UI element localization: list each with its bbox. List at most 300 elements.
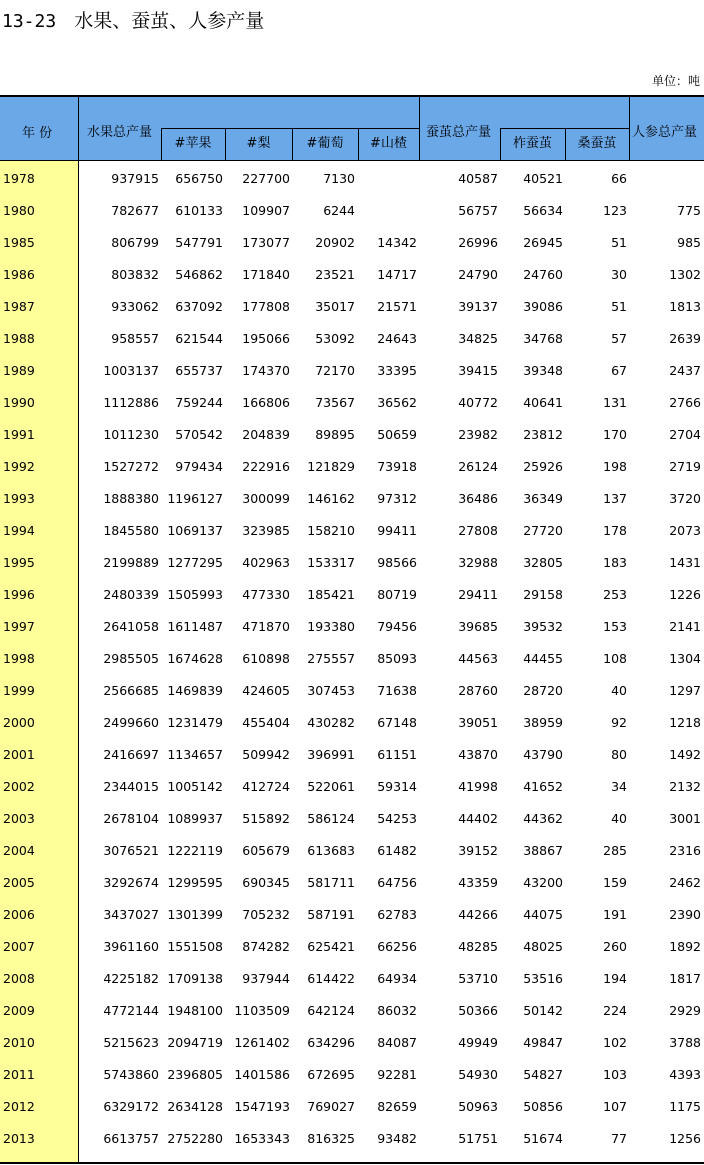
header-mulberry: 桑蚕茧 (565, 128, 629, 160)
cell-apple: 1299595 (167, 875, 223, 890)
cell-grape: 769027 (307, 1099, 355, 1114)
cell-apple: 656750 (175, 171, 223, 186)
cell-pear: 1653343 (234, 1131, 290, 1146)
table-row (0, 801, 704, 833)
cell-mulberry: 40 (611, 683, 627, 698)
cell-year: 2005 (3, 875, 35, 890)
cell-tussah: 38867 (523, 843, 563, 858)
divider (629, 97, 630, 161)
cell-ginseng: 2766 (669, 395, 701, 410)
cell-cocoon: 24790 (458, 267, 498, 282)
cell-hawthorn: 82659 (377, 1099, 417, 1114)
cell-grape: 625421 (307, 939, 355, 954)
cell-ginseng: 1431 (669, 555, 701, 570)
cell-grape: 614422 (307, 971, 355, 986)
cell-pear: 323985 (242, 523, 290, 538)
divider (78, 97, 79, 161)
cell-ginseng: 1817 (669, 971, 701, 986)
cell-pear: 1261402 (234, 1035, 290, 1050)
cell-tussah: 41652 (523, 779, 563, 794)
cell-year: 2002 (3, 779, 35, 794)
cell-hawthorn: 14717 (377, 267, 417, 282)
cell-apple: 1301399 (167, 907, 223, 922)
cell-apple: 655737 (175, 363, 223, 378)
cell-apple: 1469839 (167, 683, 223, 698)
cell-hawthorn: 14342 (377, 235, 417, 250)
cell-year: 1993 (3, 491, 35, 506)
cell-mulberry: 170 (603, 427, 627, 442)
cell-tussah: 53516 (523, 971, 563, 986)
cell-grape: 146162 (307, 491, 355, 506)
cell-hawthorn: 86032 (377, 1003, 417, 1018)
cell-hawthorn (359, 193, 417, 225)
cell-tussah: 39086 (523, 299, 563, 314)
cell-cocoon: 41998 (458, 779, 498, 794)
cell-grape: 642124 (307, 1003, 355, 1018)
cell-cocoon: 26996 (458, 235, 498, 250)
cell-cocoon: 39685 (458, 619, 498, 634)
cell-apple: 621544 (175, 331, 223, 346)
cell-year: 2011 (3, 1067, 35, 1082)
cell-ginseng: 2073 (669, 523, 701, 538)
table-row (0, 993, 704, 1025)
cell-pear: 171840 (242, 267, 290, 282)
cell-apple: 570542 (175, 427, 223, 442)
cell-tussah: 50856 (523, 1099, 563, 1114)
cell-cocoon: 29411 (458, 587, 498, 602)
cell-cocoon: 23982 (458, 427, 498, 442)
cell-pear: 166806 (242, 395, 290, 410)
cell-mulberry: 67 (611, 363, 627, 378)
cell-grape: 275557 (307, 651, 355, 666)
cell-tussah: 56634 (523, 203, 563, 218)
cell-cocoon: 26124 (458, 459, 498, 474)
cell-year: 1986 (3, 267, 35, 282)
cell-fruit: 2566685 (103, 683, 159, 698)
cell-ginseng: 3001 (669, 811, 701, 826)
cell-year: 1997 (3, 619, 35, 634)
cell-pear: 455404 (242, 715, 290, 730)
cell-ginseng: 1226 (669, 587, 701, 602)
cell-pear: 874282 (242, 939, 290, 954)
cell-fruit: 1845580 (103, 523, 159, 538)
cell-ginseng: 2704 (669, 427, 701, 442)
cell-ginseng: 1297 (669, 683, 701, 698)
cell-fruit: 937915 (111, 171, 159, 186)
cell-cocoon: 39152 (458, 843, 498, 858)
cell-ginseng: 2437 (669, 363, 701, 378)
cell-cocoon: 39415 (458, 363, 498, 378)
cell-year: 1989 (3, 363, 35, 378)
cell-apple: 547791 (175, 235, 223, 250)
cell-hawthorn: 61151 (377, 747, 417, 762)
cell-cocoon: 44266 (458, 907, 498, 922)
cell-tussah: 28720 (523, 683, 563, 698)
cell-tussah: 24760 (523, 267, 563, 282)
cell-tussah: 39532 (523, 619, 563, 634)
cell-fruit: 1011230 (103, 427, 159, 442)
cell-cocoon: 54930 (458, 1067, 498, 1082)
cell-cocoon: 28760 (458, 683, 498, 698)
table-row (0, 513, 704, 545)
cell-pear: 300099 (242, 491, 290, 506)
cell-tussah: 44455 (523, 651, 563, 666)
cell-ginseng: 1813 (669, 299, 701, 314)
cell-mulberry: 137 (603, 491, 627, 506)
cell-ginseng: 4393 (669, 1067, 701, 1082)
divider (225, 128, 226, 161)
cell-cocoon: 50366 (458, 1003, 498, 1018)
cell-tussah: 36349 (523, 491, 563, 506)
cell-fruit: 4225182 (103, 971, 159, 986)
cell-mulberry: 34 (611, 779, 627, 794)
cell-tussah: 39348 (523, 363, 563, 378)
cell-year: 2003 (3, 811, 35, 826)
cell-fruit: 2480339 (103, 587, 159, 602)
cell-ginseng: 3720 (669, 491, 701, 506)
cell-apple: 1196127 (167, 491, 223, 506)
cell-apple: 1611487 (167, 619, 223, 634)
unit-label: 单位：吨 (651, 74, 700, 88)
cell-grape: 816325 (307, 1131, 355, 1146)
cell-cocoon: 27808 (458, 523, 498, 538)
cell-pear: 402963 (242, 555, 290, 570)
cell-grape: 672695 (307, 1067, 355, 1082)
header-fruit-total: 水果总产量 (87, 125, 153, 140)
cell-pear: 605679 (242, 843, 290, 858)
cell-cocoon: 49949 (458, 1035, 498, 1050)
cell-ginseng (630, 161, 701, 193)
cell-pear: 222916 (242, 459, 290, 474)
header-apple: #苹果 (161, 128, 225, 160)
cell-fruit: 1003137 (103, 363, 159, 378)
cell-fruit: 933062 (111, 299, 159, 314)
cell-ginseng: 985 (677, 235, 701, 250)
header-pear: #梨 (225, 128, 292, 160)
cell-tussah: 40521 (523, 171, 563, 186)
cell-tussah: 54827 (523, 1067, 563, 1082)
cell-fruit: 6613757 (103, 1131, 159, 1146)
cell-mulberry: 224 (603, 1003, 627, 1018)
cell-grape: 522061 (307, 779, 355, 794)
table-row (0, 321, 704, 353)
cell-ginseng: 1304 (669, 651, 701, 666)
cell-pear: 1547193 (234, 1099, 290, 1114)
table-row (0, 289, 704, 321)
divider (565, 128, 566, 161)
table-row (0, 577, 704, 609)
cell-grape: 35017 (315, 299, 355, 314)
cell-year: 1992 (3, 459, 35, 474)
cell-year: 2008 (3, 971, 35, 986)
cell-cocoon: 51751 (458, 1131, 498, 1146)
table-row (0, 673, 704, 705)
cell-fruit: 2416697 (103, 747, 159, 762)
table-row (0, 1025, 704, 1057)
cell-hawthorn: 64934 (377, 971, 417, 986)
cell-hawthorn: 62783 (377, 907, 417, 922)
cell-mulberry: 102 (603, 1035, 627, 1050)
cell-cocoon: 50963 (458, 1099, 498, 1114)
cell-mulberry: 285 (603, 843, 627, 858)
cell-year: 1980 (3, 203, 35, 218)
cell-apple: 1709138 (167, 971, 223, 986)
cell-apple: 1222119 (167, 843, 223, 858)
table-row (0, 1121, 704, 1153)
table-row (0, 385, 704, 417)
cell-apple: 1277295 (167, 555, 223, 570)
cell-grape: 73567 (315, 395, 355, 410)
cell-mulberry: 159 (603, 875, 627, 890)
cell-cocoon: 43870 (458, 747, 498, 762)
cell-year: 1987 (3, 299, 35, 314)
table-row (0, 769, 704, 801)
cell-fruit: 2641058 (103, 619, 159, 634)
cell-grape: 396991 (307, 747, 355, 762)
table-row (0, 705, 704, 737)
cell-hawthorn: 85093 (377, 651, 417, 666)
divider (500, 128, 501, 161)
cell-mulberry: 260 (603, 939, 627, 954)
cell-mulberry: 108 (603, 651, 627, 666)
cell-cocoon: 44402 (458, 811, 498, 826)
cell-grape: 158210 (307, 523, 355, 538)
cell-tussah: 34768 (523, 331, 563, 346)
cell-year: 2007 (3, 939, 35, 954)
cell-tussah: 38959 (523, 715, 563, 730)
cell-hawthorn: 99411 (377, 523, 417, 538)
divider (419, 97, 420, 161)
cell-mulberry: 194 (603, 971, 627, 986)
cell-cocoon: 36486 (458, 491, 498, 506)
cell-tussah: 32805 (523, 555, 563, 570)
cell-fruit: 5743860 (103, 1067, 159, 1082)
cell-cocoon: 53710 (458, 971, 498, 986)
cell-apple: 1674628 (167, 651, 223, 666)
cell-pear: 690345 (242, 875, 290, 890)
cell-apple: 1089937 (167, 811, 223, 826)
header-grape: #葡萄 (292, 128, 358, 160)
cell-hawthorn: 71638 (377, 683, 417, 698)
cell-mulberry: 183 (603, 555, 627, 570)
cell-apple: 1005142 (167, 779, 223, 794)
table-row (0, 961, 704, 993)
table-bottom-border (0, 1162, 704, 1164)
cell-fruit: 3292674 (103, 875, 159, 890)
cell-pear: 173077 (242, 235, 290, 250)
header-ginseng-total: 人参总产量 (632, 125, 698, 140)
cell-mulberry: 80 (611, 747, 627, 762)
cell-mulberry: 178 (603, 523, 627, 538)
table-row (0, 545, 704, 577)
cell-grape: 581711 (307, 875, 355, 890)
cell-hawthorn: 50659 (377, 427, 417, 442)
cell-year: 1988 (3, 331, 35, 346)
cell-fruit: 2985505 (103, 651, 159, 666)
page-title (2, 6, 264, 33)
cell-fruit: 2199889 (103, 555, 159, 570)
cell-tussah: 48025 (523, 939, 563, 954)
table-row (0, 353, 704, 385)
cell-apple: 637092 (175, 299, 223, 314)
header-cocoon-total: 蚕茧总产量 (426, 125, 492, 140)
cell-year: 2000 (3, 715, 35, 730)
table-row (0, 1057, 704, 1089)
cell-mulberry: 107 (603, 1099, 627, 1114)
cell-hawthorn: 84087 (377, 1035, 417, 1050)
cell-ginseng: 1302 (669, 267, 701, 282)
cell-grape: 307453 (307, 683, 355, 698)
cell-fruit: 806799 (111, 235, 159, 250)
cell-hawthorn: 66256 (377, 939, 417, 954)
cell-apple: 979434 (175, 459, 223, 474)
cell-hawthorn: 54253 (377, 811, 417, 826)
cell-hawthorn: 59314 (377, 779, 417, 794)
divider (292, 128, 293, 161)
cell-cocoon: 40772 (458, 395, 498, 410)
cell-tussah: 29158 (523, 587, 563, 602)
cell-ginseng: 2929 (669, 1003, 701, 1018)
cell-pear: 174370 (242, 363, 290, 378)
cell-pear: 515892 (242, 811, 290, 826)
cell-tussah: 51674 (523, 1131, 563, 1146)
cell-fruit: 2344015 (103, 779, 159, 794)
table-row (0, 257, 704, 289)
cell-grape: 185421 (307, 587, 355, 602)
cell-apple: 2396805 (167, 1067, 223, 1082)
cell-hawthorn: 21571 (377, 299, 417, 314)
cell-mulberry: 123 (603, 203, 627, 218)
cell-apple: 1134657 (167, 747, 223, 762)
cell-fruit: 3076521 (103, 843, 159, 858)
cell-year: 2001 (3, 747, 35, 762)
cell-mulberry: 198 (603, 459, 627, 474)
cell-fruit: 958557 (111, 331, 159, 346)
cell-year: 2009 (3, 1003, 35, 1018)
table-row (0, 609, 704, 641)
cell-fruit: 6329172 (103, 1099, 159, 1114)
cell-mulberry: 57 (611, 331, 627, 346)
cell-ginseng: 2639 (669, 331, 701, 346)
cell-pear: 471870 (242, 619, 290, 634)
cell-ginseng: 775 (677, 203, 701, 218)
cell-hawthorn: 36562 (377, 395, 417, 410)
cell-grape: 23521 (315, 267, 355, 282)
cell-cocoon: 43359 (458, 875, 498, 890)
cell-grape: 613683 (307, 843, 355, 858)
cell-ginseng: 2132 (669, 779, 701, 794)
cell-apple: 546862 (175, 267, 223, 282)
cell-ginseng: 1892 (669, 939, 701, 954)
header-hawthorn: #山楂 (358, 128, 419, 160)
cell-hawthorn: 93482 (377, 1131, 417, 1146)
cell-fruit: 1112886 (103, 395, 159, 410)
cell-mulberry: 92 (611, 715, 627, 730)
cell-tussah: 43200 (523, 875, 563, 890)
cell-hawthorn: 98566 (377, 555, 417, 570)
cell-apple: 1551508 (167, 939, 223, 954)
cell-mulberry: 153 (603, 619, 627, 634)
cell-year: 2012 (3, 1099, 35, 1114)
cell-hawthorn: 92281 (377, 1067, 417, 1082)
cell-apple: 1948100 (167, 1003, 223, 1018)
cell-grape: 153317 (307, 555, 355, 570)
cell-hawthorn: 61482 (377, 843, 417, 858)
table-row (0, 833, 704, 865)
cell-pear: 195066 (242, 331, 290, 346)
cell-tussah: 43790 (523, 747, 563, 762)
cell-year: 2010 (3, 1035, 35, 1050)
divider (161, 128, 162, 161)
cell-year: 1990 (3, 395, 35, 410)
cell-apple: 2634128 (167, 1099, 223, 1114)
table-row (0, 193, 704, 225)
cell-fruit: 5215623 (103, 1035, 159, 1050)
cell-ginseng: 3788 (669, 1035, 701, 1050)
cell-year: 1995 (3, 555, 35, 570)
cell-ginseng: 2390 (669, 907, 701, 922)
cell-apple: 1069137 (167, 523, 223, 538)
table-row (0, 225, 704, 257)
cell-cocoon: 44563 (458, 651, 498, 666)
cell-cocoon: 34825 (458, 331, 498, 346)
cell-grape: 72170 (315, 363, 355, 378)
cell-pear: 204839 (242, 427, 290, 442)
cell-ginseng: 2141 (669, 619, 701, 634)
cell-mulberry: 77 (611, 1131, 627, 1146)
cell-tussah: 25926 (523, 459, 563, 474)
cell-cocoon: 39137 (458, 299, 498, 314)
cell-grape: 121829 (307, 459, 355, 474)
cell-fruit: 2678104 (103, 811, 159, 826)
cell-mulberry: 131 (603, 395, 627, 410)
cell-pear: 705232 (242, 907, 290, 922)
cell-grape: 7130 (323, 171, 355, 186)
table-row (0, 641, 704, 673)
cell-ginseng: 1218 (669, 715, 701, 730)
cell-pear: 1103509 (234, 1003, 290, 1018)
cell-cocoon: 40587 (458, 171, 498, 186)
cell-grape: 634296 (307, 1035, 355, 1050)
cell-apple: 759244 (175, 395, 223, 410)
cell-grape: 20902 (315, 235, 355, 250)
cell-pear: 424605 (242, 683, 290, 698)
cell-hawthorn (359, 161, 417, 193)
cell-hawthorn: 79456 (377, 619, 417, 634)
cell-year: 1996 (3, 587, 35, 602)
cell-apple: 1505993 (167, 587, 223, 602)
table-title: 水果、蚕茧、人参产量 (74, 10, 265, 32)
cell-tussah: 44362 (523, 811, 563, 826)
cell-mulberry: 66 (611, 171, 627, 186)
cell-year: 1991 (3, 427, 35, 442)
cell-pear: 1401586 (234, 1067, 290, 1082)
cell-fruit: 803832 (111, 267, 159, 282)
cell-ginseng: 2462 (669, 875, 701, 890)
cell-hawthorn: 73918 (377, 459, 417, 474)
cell-grape: 89895 (315, 427, 355, 442)
cell-tussah: 23812 (523, 427, 563, 442)
table-row (0, 737, 704, 769)
cell-pear: 509942 (242, 747, 290, 762)
cell-cocoon: 32988 (458, 555, 498, 570)
cell-fruit: 782677 (111, 203, 159, 218)
cell-fruit: 1888380 (103, 491, 159, 506)
cell-mulberry: 51 (611, 235, 627, 250)
cell-fruit: 3961160 (103, 939, 159, 954)
cell-tussah: 49847 (523, 1035, 563, 1050)
cell-apple: 2752280 (167, 1131, 223, 1146)
